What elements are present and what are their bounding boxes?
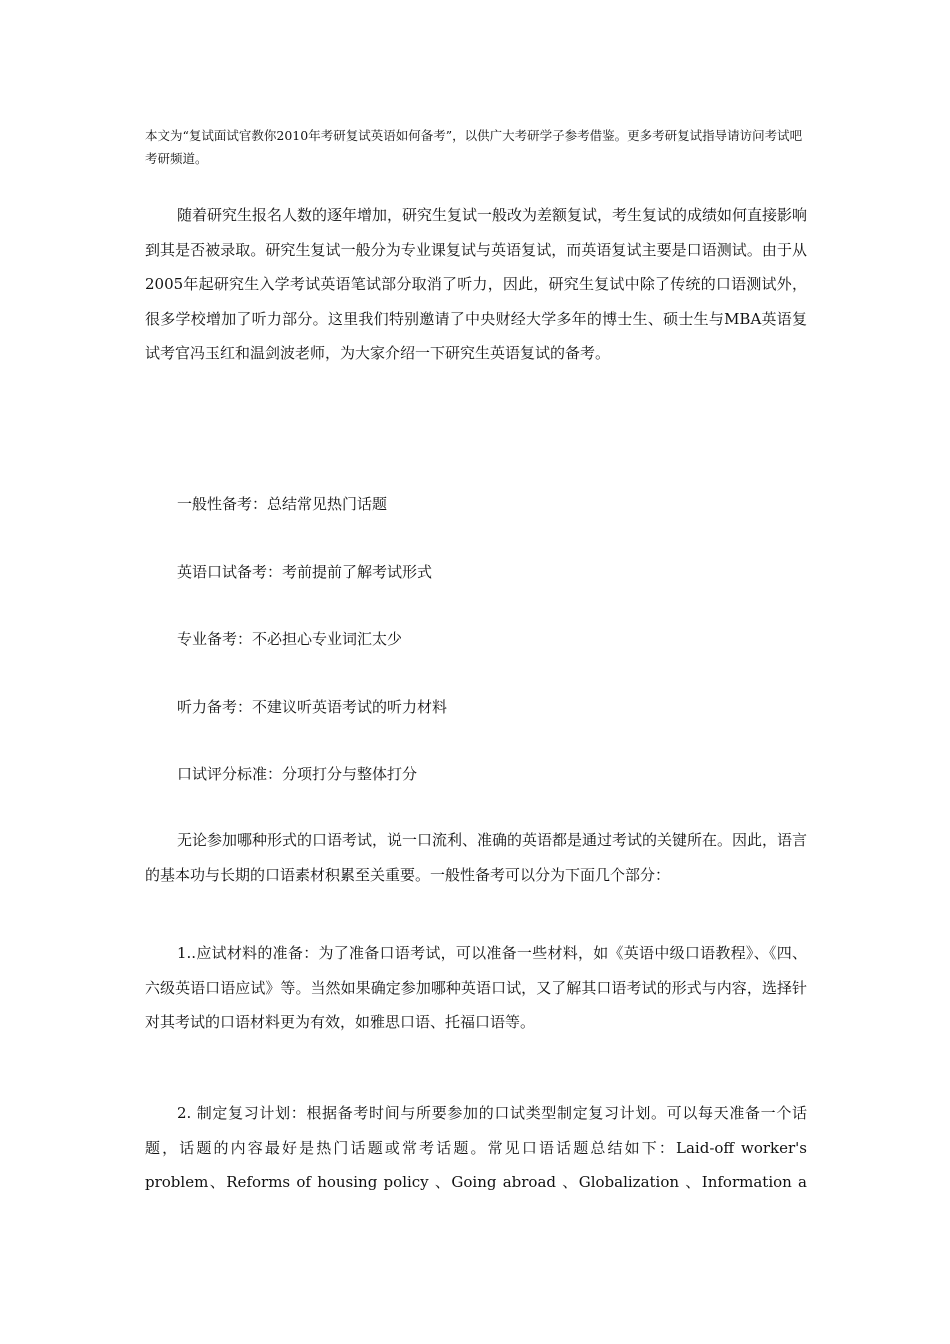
paragraph-study-plan: 2. 制定复习计划：根据备考时间与所要参加的口试类型制定复习计划。可以每天准备一个话题，话题的内容最好是热门话题或常考话题。常见口语话题总结如下：Laid-off worker's problem、Reforms of housing policy 、Going abroad 、Globalization 、Information a [145,1104,807,1191]
paragraph-background: 随着研究生报名人数的逐年增加，研究生复试一般改为差额复试，考生复试的成绩如何直接影响到其是否被录取。研究生复试一般分为专业课复试与英语复试，而英语复试主要是口语测试。由于从2005年起研究生入学考试英语笔试部分取消了听力，因此，研究生复试中除了传统的口语测试外，很多学校增加了听力部分。这里我们特别邀请了中央财经大学多年的博士生、硕士生与MBA英语复试考官冯玉红和温剑波老师，为大家介绍一下研究生英语复试的备考。 [145,206,808,362]
heading-oral-prep: 英语口试备考：考前提前了解考试形式 [177,563,433,581]
heading-major-prep: 专业备考：不必担心专业词汇太少 [177,630,403,648]
heading-listening-prep: 听力备考：不建议听英语考试的听力材料 [177,698,448,716]
intro-text: 本文为“复试面试官教你2010年考研复试英语如何备考”，以供广大考研学子参考借鉴。更多考研复试指导请访问考试吧考研频道。 [145,128,803,166]
heading-scoring: 口试评分标准：分项打分与整体打分 [177,765,418,783]
paragraph-materials: 1..应试材料的准备：为了准备口语考试，可以准备一些材料，如《英语中级口语教程》、《四、六级英语口语应试》等。当然如果确定参加哪种英语口试，又了解其口语考试的形式与内容，选择针对其考试的口语材料更为有效，如雅思口语、托福口语等。 [145,944,807,1031]
paragraph-general-prep: 无论参加哪种形式的口语考试，说一口流利、准确的英语都是通过考试的关键所在。因此，语言的基本功与长期的口语素材积累至关重要。一般性备考可以分为下面几个部分： [145,831,808,884]
heading-general-prep: 一般性备考：总结常见热门话题 [177,495,388,513]
